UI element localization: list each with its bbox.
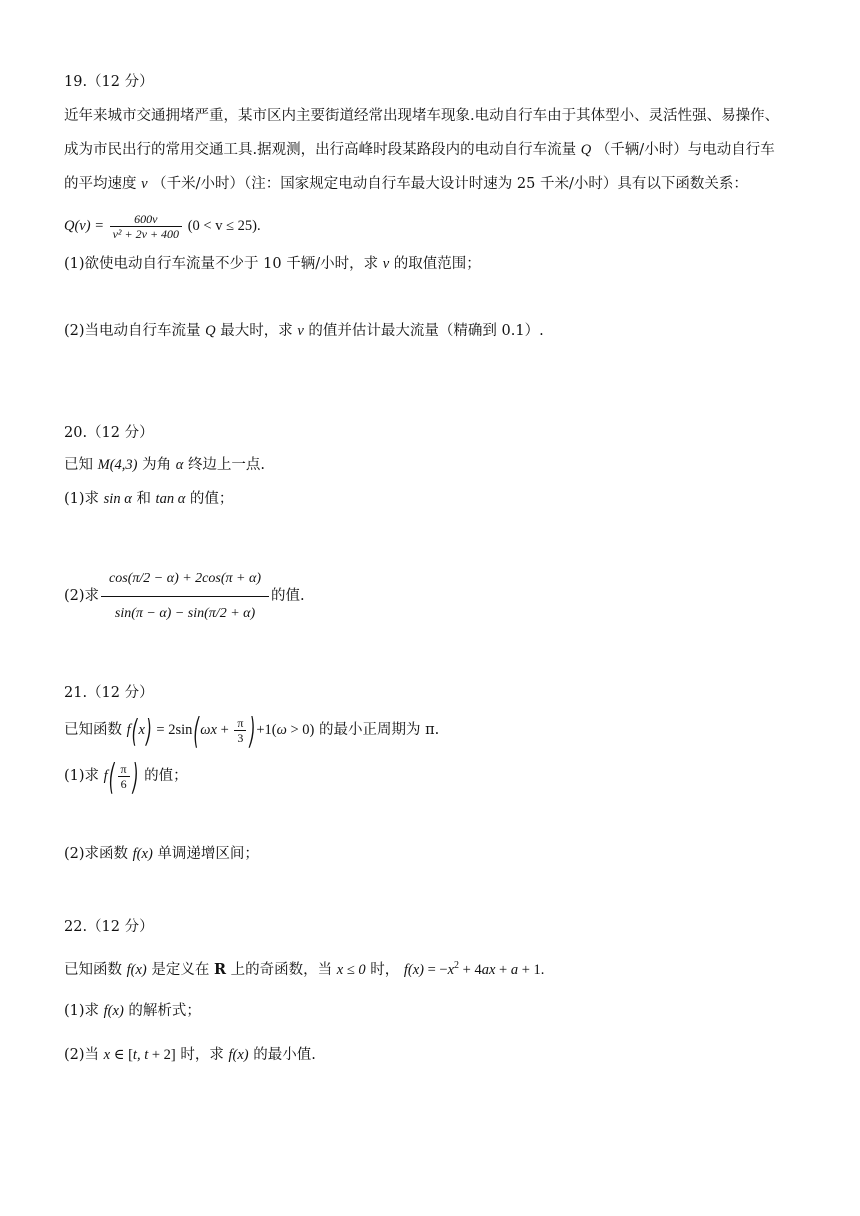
q22-part1 — [64, 1001, 201, 1021]
q19-part2 — [64, 321, 544, 341]
q19-part1 — [64, 254, 481, 274]
q21-function: f(x) = 2sin(ωx + $\frac{\pi}{3}$ )+1(ω > 0) — [126, 709, 315, 753]
formula-fraction — [110, 212, 182, 241]
q20-part2-text: (2)求 — [64, 588, 100, 604]
formula-lhs: Q(v) = — [64, 218, 104, 234]
q22-text: 是定义在 — [151, 962, 210, 978]
formula-end: . — [256, 218, 261, 234]
q22-text: 上的奇函数，当 — [230, 962, 333, 978]
tan-alpha: tan α — [155, 491, 186, 507]
fx-symbol: f(x) — [132, 846, 153, 862]
q19-text: 成为市民出行的常用交通工具.据观测，出行高峰时段某路段内的电动自行车流量 — [64, 142, 577, 158]
q20-text: 已知 — [64, 457, 93, 473]
flow-symbol: Q — [205, 323, 216, 339]
q22-part2-text: 的最小值. — [253, 1047, 316, 1063]
q20-text: 为角 — [142, 457, 172, 473]
q22-part1-text: 的解析式； — [128, 1003, 201, 1019]
q19-text: （千辆/小时）与电动自行车 — [595, 142, 775, 158]
q21-text: 的最小正周期为 — [318, 722, 421, 738]
pi-symbol: π — [425, 722, 435, 738]
q20-part2-text: 的值. — [270, 588, 305, 604]
speed-symbol: v — [141, 176, 148, 192]
q19-formula — [64, 208, 261, 244]
q20-header: 20.（12 分） — [64, 425, 154, 441]
point-m: M(4,3) — [97, 457, 138, 473]
q19-part1-text: 的取值范围； — [393, 256, 481, 272]
alpha-symbol: α — [175, 457, 184, 473]
q20-part1-text: (1)求 — [64, 491, 100, 507]
speed-symbol: v — [297, 323, 304, 339]
fx-symbol: f(x) — [228, 1047, 249, 1063]
q19-part2-text: 的值并估计最大流量（精确到 0.1）. — [308, 323, 544, 339]
q20-part1-text: 和 — [136, 491, 151, 507]
q19-header: 19.（12 分） — [64, 74, 154, 90]
q21-part1-text: (1)求 — [64, 768, 100, 784]
q20-part2 — [64, 556, 305, 636]
q19-paragraph-line-2 — [64, 140, 775, 160]
real-numbers-symbol: R — [213, 961, 227, 978]
q21-part1 — [64, 755, 188, 799]
q19-text: 的平均速度 — [64, 176, 137, 192]
fx-symbol: f(x) — [126, 962, 147, 978]
q22-part2-text: (2)当 — [64, 1047, 100, 1063]
q20-numerator: cos(π/2 − α) + 2cos(π + α) — [101, 562, 269, 597]
q19-part2-text: 最大时，求 — [220, 323, 293, 339]
q22-part2 — [64, 1045, 316, 1065]
flow-symbol: Q — [580, 142, 592, 158]
q20-fraction — [101, 562, 269, 631]
f-pi-over-6: f( $\frac{\pi}{6}$ ) — [103, 755, 139, 799]
formula-numerator: 600v — [110, 212, 182, 227]
speed-symbol: v — [382, 256, 390, 272]
q22-part1-text: (1)求 — [64, 1003, 100, 1019]
q21-part2-text: (2)求函数 — [64, 846, 129, 862]
q22-text: 时， — [370, 962, 400, 978]
q19-paragraph-line-1: 近年来城市交通拥堵严重，某市区内主要街道经常出现堵车现象.电动自行车由于其体型小、灵活性强、易操作、 — [64, 108, 780, 124]
q22-text: 已知函数 — [64, 962, 122, 978]
q21-part2-text: 单调递增区间； — [157, 846, 259, 862]
formula-denominator: v² + 2v + 400 — [112, 227, 180, 242]
q19-part1-text: (1)欲使电动自行车流量不少于 10 千辆/小时，求 — [64, 256, 379, 272]
formula-condition: (0 < v ≤ 25) — [187, 218, 257, 234]
q22-header: 22.（12 分） — [64, 919, 154, 935]
q20-text: 终边上一点. — [187, 457, 266, 473]
q22-statement — [64, 956, 544, 980]
q21-statement — [64, 709, 440, 753]
q19-part2-text: (2)当电动自行车流量 — [64, 323, 201, 339]
q20-part1 — [64, 489, 233, 509]
x-le-0: x ≤ 0 — [336, 962, 366, 978]
q21-text: 已知函数 — [64, 722, 122, 738]
fx-symbol: f(x) — [103, 1003, 124, 1019]
x-in-interval: x ∈ [t, t + 2] — [103, 1047, 176, 1063]
q19-paragraph-line-3 — [64, 174, 748, 194]
q21-part1-text: 的值； — [144, 768, 188, 784]
q21-text: . — [434, 722, 440, 738]
q21-part2 — [64, 844, 259, 864]
q22-part2-text: 时，求 — [180, 1047, 224, 1063]
q19-text: （千米/小时）（注：国家规定电动自行车最大设计时速为 25 千米/小时）具有以下函数关系： — [152, 176, 748, 192]
sin-alpha: sin α — [103, 491, 132, 507]
q21-header: 21.（12 分） — [64, 685, 154, 701]
q20-denominator: sin(π − α) − sin(π/2 + α) — [114, 605, 256, 621]
q20-part1-text: 的值； — [189, 491, 234, 507]
q20-statement — [64, 455, 265, 475]
q22-function: $f(x) = -x^2 + 4ax + a + 1$. — [403, 960, 545, 978]
